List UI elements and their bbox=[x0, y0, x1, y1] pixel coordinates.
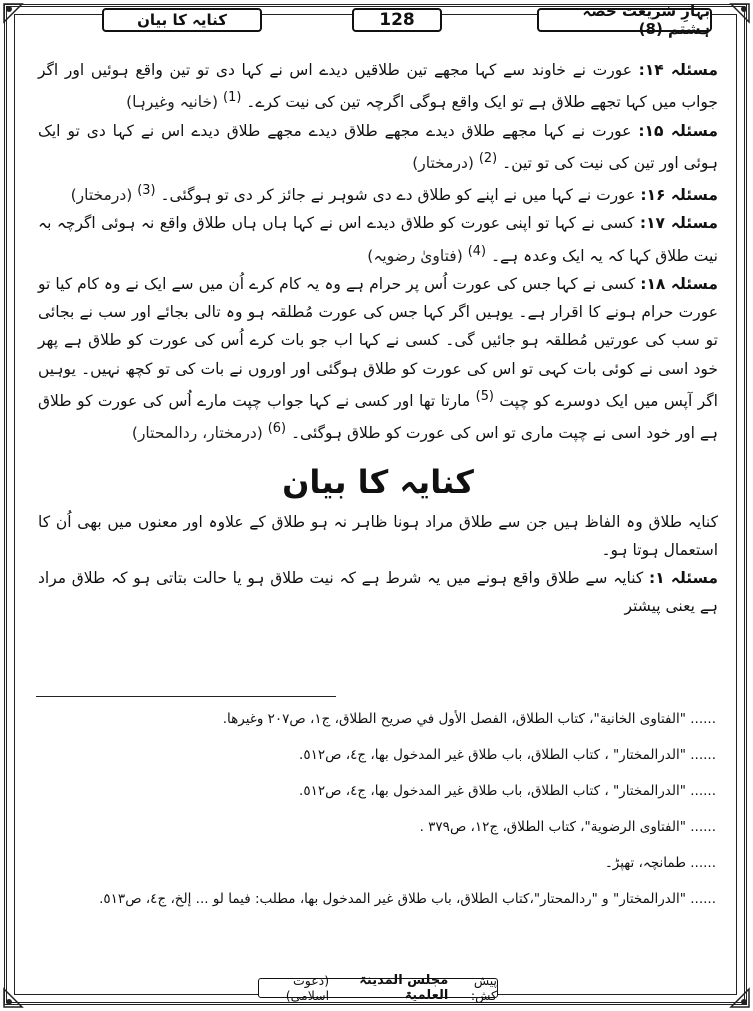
footer-prefix: پیش کش: bbox=[470, 973, 497, 1003]
page-footer bbox=[0, 973, 753, 1003]
corner-ornament-icon bbox=[2, 2, 24, 24]
masala-text-continued: مارتا تھا اور کسی نے کہا جواب چپت مارے اُس کی عورت کو طلاق ہے اور خود اسی نے چپت ماری تو اس کی عورت کو طلاق ہوگئی۔ bbox=[38, 392, 718, 443]
chapter-title: کنایہ کا بیان bbox=[102, 8, 262, 32]
footnote: ...... "الدرالمختار" ، كتاب الطلاق، باب طلاق غير المدخول بها، ج٤، ص٥١٢. bbox=[299, 747, 716, 763]
footnote-marker: (6) bbox=[267, 421, 287, 437]
masala-14 bbox=[38, 56, 718, 117]
publisher-name: مجلس المدینۃ العلمیۃ bbox=[359, 973, 449, 1003]
section-intro: کنایہ طلاق وہ الفاظ ہیں جن سے طلاق مراد ہونا ظاہر نہ ہو طلاق کے علاوہ اور معنوں میں بھی اُن کا استعمال ہوتا ہو۔ bbox=[38, 512, 718, 559]
publisher-credit bbox=[258, 973, 498, 1003]
source-reference: (درمختار، ردالمحتار) bbox=[131, 424, 263, 443]
book-title: بہارِ شریعت حصہ ہشتم (8) bbox=[537, 8, 712, 32]
masala-label: مسئلہ ۱۸: bbox=[640, 275, 718, 294]
masala-label: مسئلہ ۱۷: bbox=[639, 214, 718, 233]
page-header bbox=[22, 2, 731, 38]
masala-label: مسئلہ ۱۵: bbox=[638, 121, 718, 140]
footnote-marker: (4) bbox=[467, 243, 487, 259]
source-reference: (فتاویٰ رضویہ) bbox=[367, 246, 463, 265]
footnote: ...... طمانچہ، تھپڑ۔ bbox=[604, 855, 716, 871]
footnote: ...... "الفتاوى الرضوية"، كتاب الطلاق، ج١٢، ص٣٧٩ . bbox=[419, 819, 716, 835]
footnotes bbox=[36, 710, 716, 926]
masala-16 bbox=[38, 177, 718, 209]
masala-18 bbox=[38, 270, 718, 448]
masala-label: مسئلہ ۱۴: bbox=[638, 61, 718, 79]
masala-text: کسی نے کہا تو اپنی عورت کو طلاق دیدے اس نے کہا ہاں ہاں طلاق واقع نہ ہوئی اگرچہ بہ نیت طلاق کہا کہ یہ ایک وعدہ ہے۔ bbox=[38, 214, 718, 265]
masala-17 bbox=[38, 209, 718, 270]
footnote: ...... "الدرالمختار" ، كتاب الطلاق، باب طلاق غير المدخول بها، ج٤، ص٥١٢. bbox=[299, 783, 716, 799]
page-number: 128 bbox=[352, 8, 442, 32]
footnote: ...... "الدرالمختار" و "ردالمحتار"،كتاب الطلاق، باب طلاق غير المدخول بها، مطلب: فيما لو ... إلخ، ج٤، ص٥١٣. bbox=[99, 891, 716, 907]
footnote-marker: (1) bbox=[223, 90, 242, 106]
source-reference: (خانیہ وغیرہا) bbox=[126, 93, 219, 112]
source-reference: (درمختار) bbox=[70, 186, 133, 205]
masala-text: عورت نے کہا میں نے اپنے کو طلاق دے دی شوہر نے جائز کر دی تو ہوگئی۔ bbox=[160, 186, 636, 205]
masala-text: عورت نے کہا مجھے طلاق دیدے مجھے طلاق دیدے مجھے طلاق دیدے اس نے کہا دی تو ایک ہوئی اور تین کی نیت کی تو تین۔ bbox=[38, 121, 718, 172]
footer-suffix: (دعوت اسلامی) bbox=[285, 973, 330, 1003]
masala-1 bbox=[38, 564, 718, 620]
footnote-divider bbox=[36, 696, 336, 697]
masala-text: کنایہ سے طلاق واقع ہونے میں یہ شرط ہے کہ نیت طلاق ہو یا حالت بتاتی ہو کہ طلاق مراد ہے یعنی پیشتر bbox=[38, 568, 718, 616]
masala-text: کسی نے کہا جس کی عورت اُس پر حرام ہے وہ یہ کام کرے اُن میں سے ایک نے وہ کام کیا تو عورت حرام ہونے کا اقرار ہے۔ یوہیں اگر کہا جس کی عورت مُطلقہ ہو وہ تالی بجائے اور سب نے بجائی تو سب کی عورتیں مُطلقہ ہو جائیں گی۔ کسی نے کہا اب جو بات کرے اُس کی عورت کو طلاق ہے پھر خود اسی نے کوئی بات کہی تو اس کی عورت کو طلاق ہوگئی اور اوروں نے بات کی تو کچھ نہیں۔ یوہیں اگر آپس میں ایک دوسرے کو چپت bbox=[38, 275, 718, 411]
section-heading: کنایہ کا بیان bbox=[282, 462, 474, 501]
masala-label: مسئلہ ۱۶: bbox=[640, 186, 718, 205]
footnote-marker: (5) bbox=[475, 388, 494, 404]
masala-text: عورت نے خاوند سے کہا مجھے تین طلاقیں دیدے اس نے کہا دی تو تین واقع ہوئیں اور اگر جواب میں کہا تجھے طلاق ہے تو ایک واقع ہوگی اگرچہ تین کی نیت کرے۔ bbox=[38, 61, 718, 112]
corner-ornament-icon bbox=[729, 2, 751, 24]
masala-15 bbox=[38, 117, 718, 178]
footnote-marker: (3) bbox=[137, 183, 156, 199]
main-text bbox=[38, 56, 718, 620]
source-reference: (درمختار) bbox=[412, 153, 474, 172]
masala-label: مسئلہ ۱: bbox=[649, 568, 718, 587]
footnote: ...... "الفتاوى الخانية"، كتاب الطلاق، الفصل الأول في صريح الطلاق، ج١، ص٢٠٧ وغيرها. bbox=[222, 711, 716, 727]
footnote-marker: (2) bbox=[478, 150, 498, 166]
